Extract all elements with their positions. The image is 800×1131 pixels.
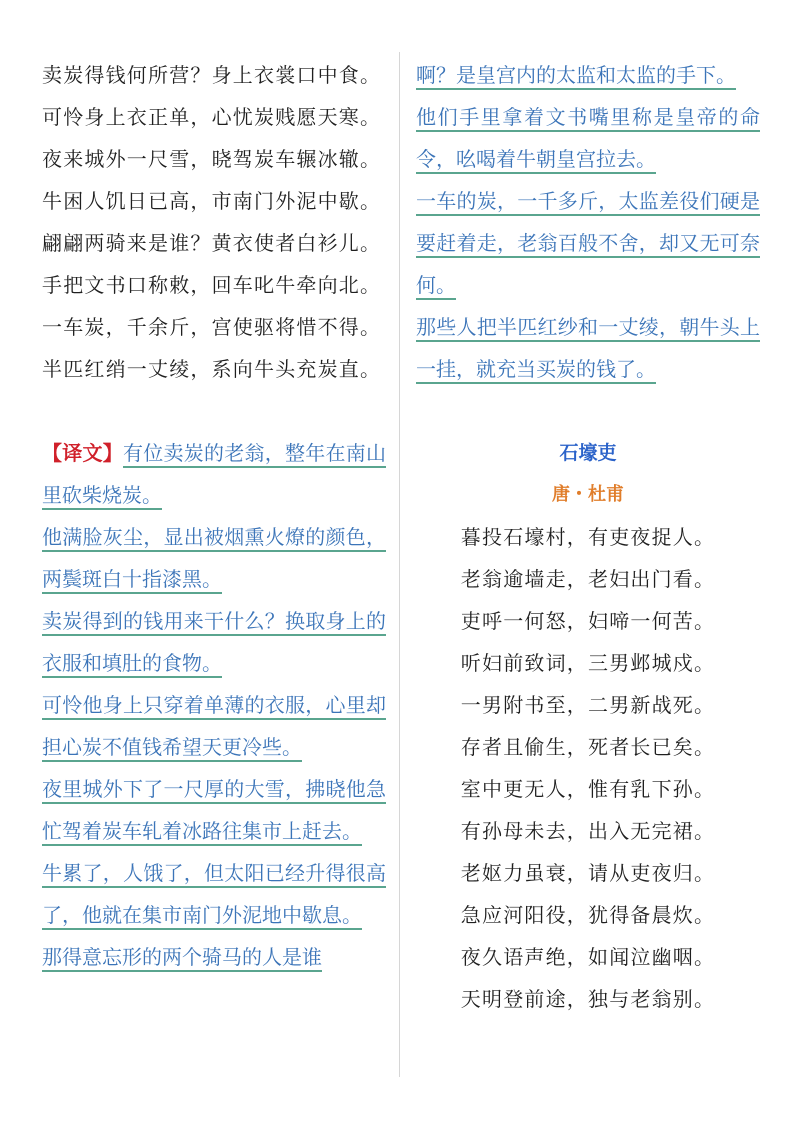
translation-segment: 啊？是皇宫内的太监和太监的手下。 <box>416 63 736 87</box>
poem-line: 翩翩两骑来是谁？黄衣使者白衫儿。 <box>42 231 382 255</box>
translation-tag: 【译文】 <box>42 441 123 465</box>
translation-paragraph <box>416 306 760 390</box>
translation-paragraph <box>42 684 386 768</box>
poem-line: 卖炭得钱何所营？身上衣裳口中食。 <box>42 63 382 87</box>
poem-line: 听妇前致词，三男邺城戍。 <box>460 651 716 675</box>
poem-author: 唐・杜甫 <box>552 484 624 505</box>
translation-paragraph <box>42 432 386 516</box>
poem-line: 一男附书至，二男新战死。 <box>460 693 716 717</box>
translation-continued <box>416 54 760 390</box>
translation-paragraph <box>416 180 760 306</box>
poem-line: 急应河阳役，犹得备晨炊。 <box>460 903 716 927</box>
poem-line: 吏呼一何怒，妇啼一何苦。 <box>460 609 716 633</box>
translation-paragraph <box>42 852 386 936</box>
translation-paragraph <box>42 768 386 852</box>
translation-paragraph <box>42 516 386 600</box>
translation-segment: 他们手里拿着文书嘴里称是皇帝的命令，吆喝着牛朝皇宫拉去。 <box>416 105 760 171</box>
left-poem <box>42 54 386 390</box>
poem-title: 石壕吏 <box>559 442 617 464</box>
translation-segment: 卖炭得到的钱用来干什么？换取身上的衣服和填肚的食物。 <box>42 609 386 675</box>
poem-line: 存者且偷生，死者长已矣。 <box>460 735 716 759</box>
translation-block <box>42 432 386 978</box>
shihao-poem <box>416 432 760 1020</box>
translation-segment: 夜里城外下了一尺厚的大雪，拂晓他急忙驾着炭车轧着冰路往集市上赶去。 <box>42 777 386 843</box>
column-divider <box>399 52 400 1077</box>
poem-line: 可怜身上衣正单，心忧炭贱愿天寒。 <box>42 105 382 129</box>
translation-paragraph <box>42 936 386 978</box>
poem-line: 室中更无人，惟有乳下孙。 <box>460 777 716 801</box>
translation-segment: 有位卖炭的老翁，整年在南山里砍柴烧炭。 <box>42 441 386 507</box>
poem-line: 牛困人饥日已高，市南门外泥中歇。 <box>42 189 382 213</box>
translation-segment: 牛累了，人饿了，但太阳已经升得很高了，他就在集市南门外泥地中歇息。 <box>42 861 386 927</box>
translation-segment: 那得意忘形的两个骑马的人是谁 <box>42 945 322 969</box>
poem-line: 老翁逾墙走，老妇出门看。 <box>460 567 716 591</box>
translation-paragraph <box>416 96 760 180</box>
translation-segment: 一车的炭，一千多斤，太监差役们硬是要赶着走，老翁百般不舍，却又无可奈何。 <box>416 189 760 297</box>
poem-line: 手把文书口称敕，回车叱牛牵向北。 <box>42 273 382 297</box>
poem-line: 半匹红绡一丈绫，系向牛头充炭直。 <box>42 357 382 381</box>
translation-paragraph <box>42 600 386 684</box>
translation-paragraph <box>416 54 760 96</box>
poem-line: 一车炭，千余斤，宫使驱将惜不得。 <box>42 315 382 339</box>
translation-segment: 可怜他身上只穿着单薄的衣服，心里却担心炭不值钱希望天更冷些。 <box>42 693 386 759</box>
poem-line: 老妪力虽衰，请从吏夜归。 <box>460 861 716 885</box>
poem-line: 有孙母未去，出入无完裙。 <box>460 819 716 843</box>
translation-segment: 他满脸灰尘，显出被烟熏火燎的颜色，两鬓斑白十指漆黑。 <box>42 525 386 591</box>
translation-segment: 那些人把半匹红纱和一丈绫，朝牛头上一挂，就充当买炭的钱了。 <box>416 315 760 381</box>
poem-line: 夜来城外一尺雪，晓驾炭车辗冰辙。 <box>42 147 382 171</box>
poem-line: 暮投石壕村，有吏夜捉人。 <box>460 525 716 549</box>
poem-line: 天明登前途，独与老翁别。 <box>460 987 716 1011</box>
poem-line: 夜久语声绝，如闻泣幽咽。 <box>460 945 716 969</box>
